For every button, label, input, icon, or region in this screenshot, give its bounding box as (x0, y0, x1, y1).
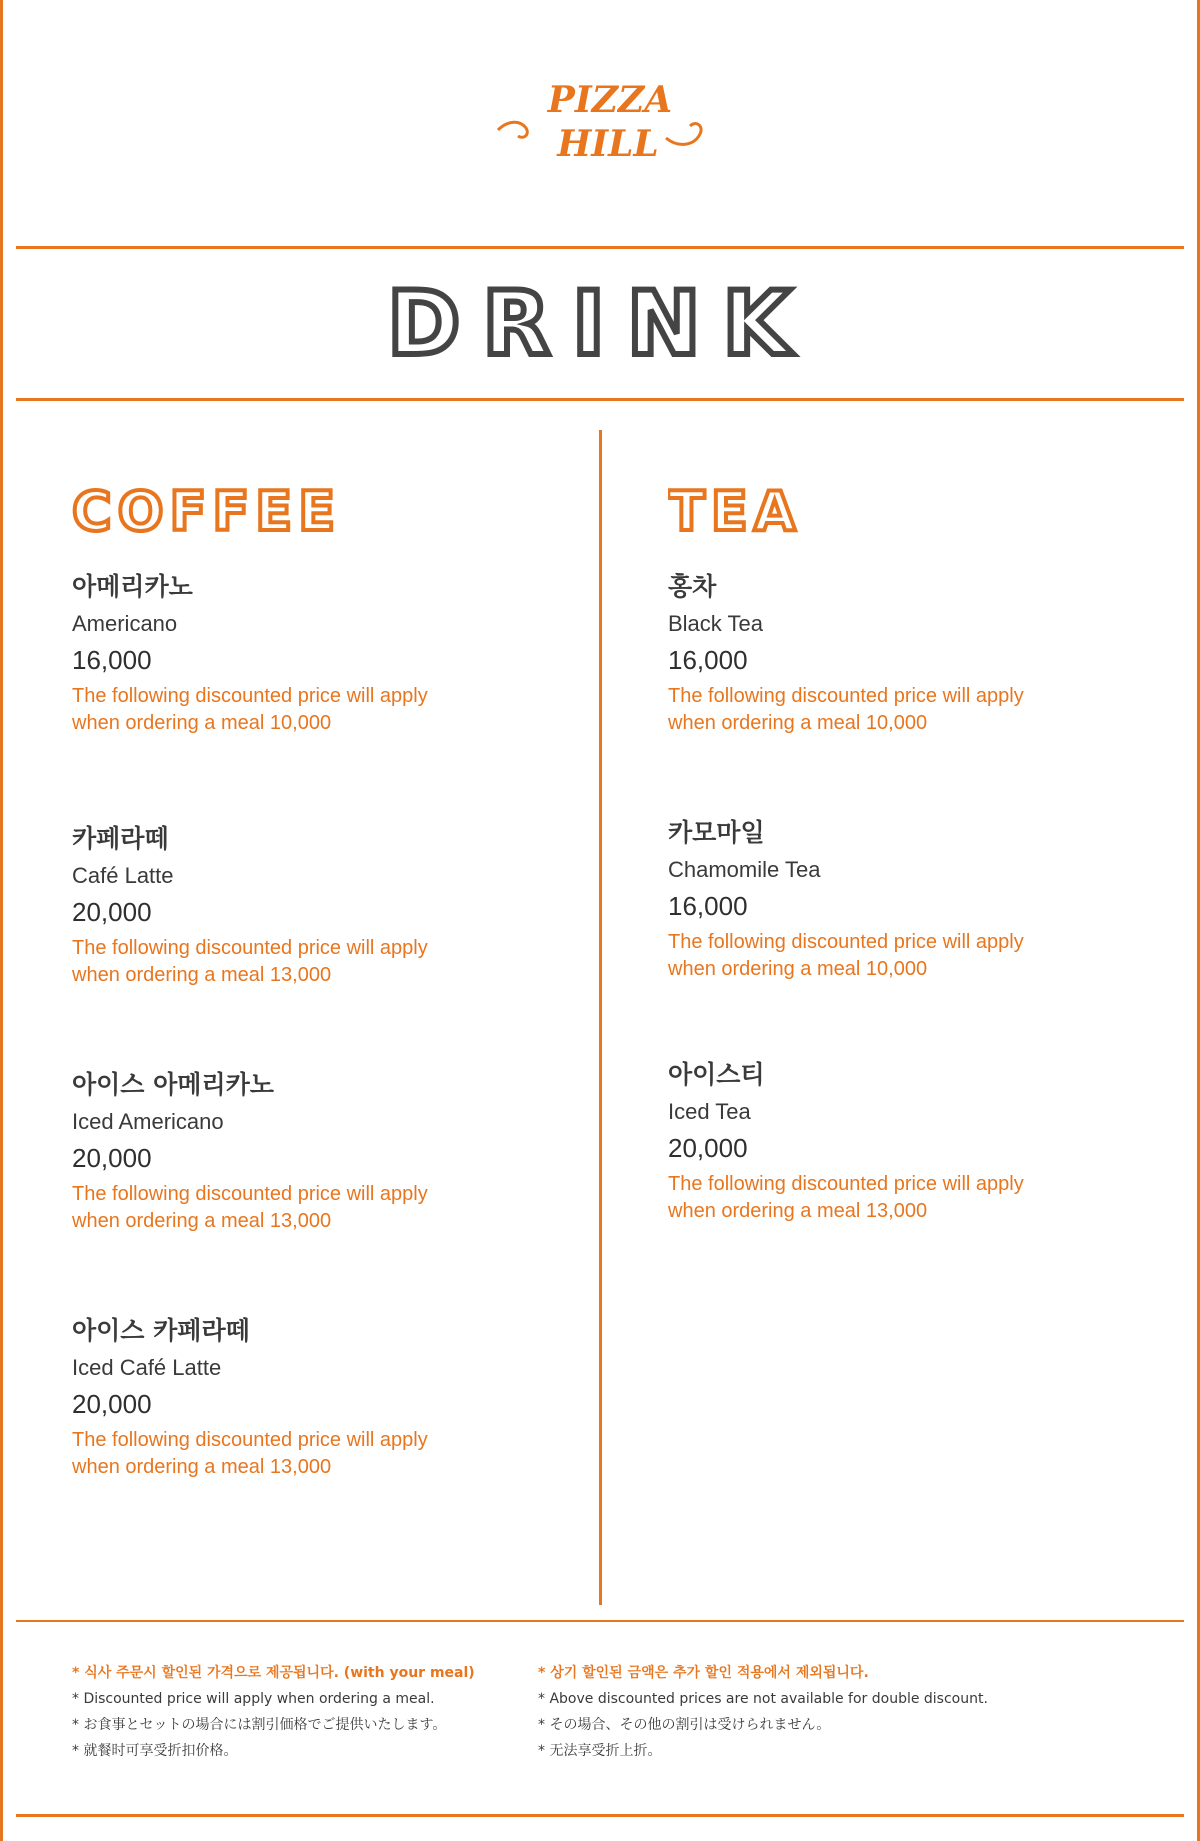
note-line-2: when ordering a meal 10,000 (72, 712, 332, 734)
top-divider (16, 246, 1184, 249)
note-line-1: The following discounted price will apply (72, 1183, 428, 1205)
note-line-2: when ordering a meal 10,000 (668, 958, 928, 980)
footer-note: * 就餐时可享受折扣价格。 (72, 1743, 238, 1759)
logo-swash-right (666, 124, 701, 145)
item-name-en: Café Latte (72, 863, 174, 888)
footer-note: * Above discounted prices are not available for double discount. (538, 1691, 988, 1707)
item-name-en: Black Tea (668, 611, 763, 636)
item-price: 20,000 (668, 1133, 748, 1163)
menu-item-chamomile-tea (668, 816, 1148, 983)
tea-heading (668, 470, 968, 540)
item-name-ko: 아이스 카페라떼 (72, 1316, 250, 1345)
title-divider (16, 398, 1184, 401)
item-discount-note (668, 929, 1148, 983)
logo-line2: HILL (557, 123, 659, 165)
item-name-en: Iced Tea (668, 1099, 751, 1124)
tea-heading-text: TEA (668, 480, 802, 540)
note-line-2: when ordering a meal 13,000 (72, 964, 332, 986)
note-line-2: when ordering a meal 13,000 (72, 1210, 332, 1232)
item-name-ko: 아이스 아메리카노 (72, 1070, 274, 1099)
note-line-1: The following discounted price will apply (72, 1429, 428, 1451)
footer-note-highlight: * 식사 주문시 할인된 가격으로 제공됩니다. (with your meal) (72, 1665, 475, 1681)
footer-note: * 无法享受折上折。 (538, 1743, 662, 1759)
note-line-2: when ordering a meal 13,000 (668, 1200, 928, 1222)
item-discount-note (668, 683, 1148, 737)
note-line-1: The following discounted price will apply (72, 685, 428, 707)
menu-item-iced-americano (72, 1068, 552, 1235)
footer-note: * Discounted price will apply when ordering a meal. (72, 1691, 435, 1707)
item-price: 16,000 (72, 645, 152, 675)
column-divider (599, 430, 602, 1605)
logo-line1: PIZZA (547, 79, 673, 121)
item-discount-note (72, 683, 552, 737)
menu-item-iced-cafe-latte (72, 1314, 552, 1481)
note-line-1: The following discounted price will apply (668, 931, 1024, 953)
item-name-ko: 홍차 (668, 572, 717, 601)
footer-notes-right (538, 1660, 1098, 1764)
footer-divider (16, 1620, 1184, 1622)
item-price: 20,000 (72, 1143, 152, 1173)
coffee-heading-text: COFFEE (72, 480, 342, 540)
item-price: 16,000 (668, 645, 748, 675)
item-name-ko: 카페라떼 (72, 824, 169, 853)
tea-column (668, 470, 1148, 1222)
note-line-1: The following discounted price will apply (72, 937, 428, 959)
footer-note: * その場合、その他の割引は受けられません。 (538, 1717, 831, 1733)
item-name-ko: 아이스티 (668, 1060, 765, 1089)
item-discount-note (72, 1427, 552, 1481)
item-name-ko: 카모마일 (668, 818, 765, 847)
footer-note-highlight: * 상기 할인된 금액은 추가 할인 적용에서 제외됩니다. (538, 1665, 869, 1681)
item-discount-note (72, 1181, 552, 1235)
pizza-hill-logo (490, 72, 710, 177)
item-name-ko: 아메리카노 (72, 572, 193, 601)
item-price: 20,000 (72, 1389, 152, 1419)
page-title (0, 268, 1200, 378)
bottom-divider (16, 1814, 1184, 1817)
footer-note: * お食事とセットの場合には割引価格でご提供いたします。 (72, 1717, 447, 1733)
item-price: 16,000 (668, 891, 748, 921)
drink-title-text: DRINK (387, 272, 813, 375)
item-name-en: Iced Café Latte (72, 1355, 222, 1380)
menu-item-cafe-latte (72, 822, 552, 989)
note-line-1: The following discounted price will apply (668, 1173, 1024, 1195)
note-line-2: when ordering a meal 10,000 (668, 712, 928, 734)
item-discount-note (72, 935, 552, 989)
logo-swash-left (498, 122, 527, 137)
note-line-1: The following discounted price will apply (668, 685, 1024, 707)
menu-item-iced-tea (668, 1058, 1148, 1225)
item-price: 20,000 (72, 897, 152, 927)
coffee-column (72, 470, 552, 1478)
footer-notes-left (72, 1660, 542, 1764)
item-discount-note (668, 1171, 1148, 1225)
menu-item-americano (72, 570, 552, 737)
item-name-en: Iced Americano (72, 1109, 224, 1134)
menu-item-black-tea (668, 570, 1148, 737)
item-name-en: Chamomile Tea (668, 857, 821, 882)
note-line-2: when ordering a meal 13,000 (72, 1456, 332, 1478)
item-name-en: Americano (72, 611, 178, 636)
coffee-heading (72, 470, 372, 540)
